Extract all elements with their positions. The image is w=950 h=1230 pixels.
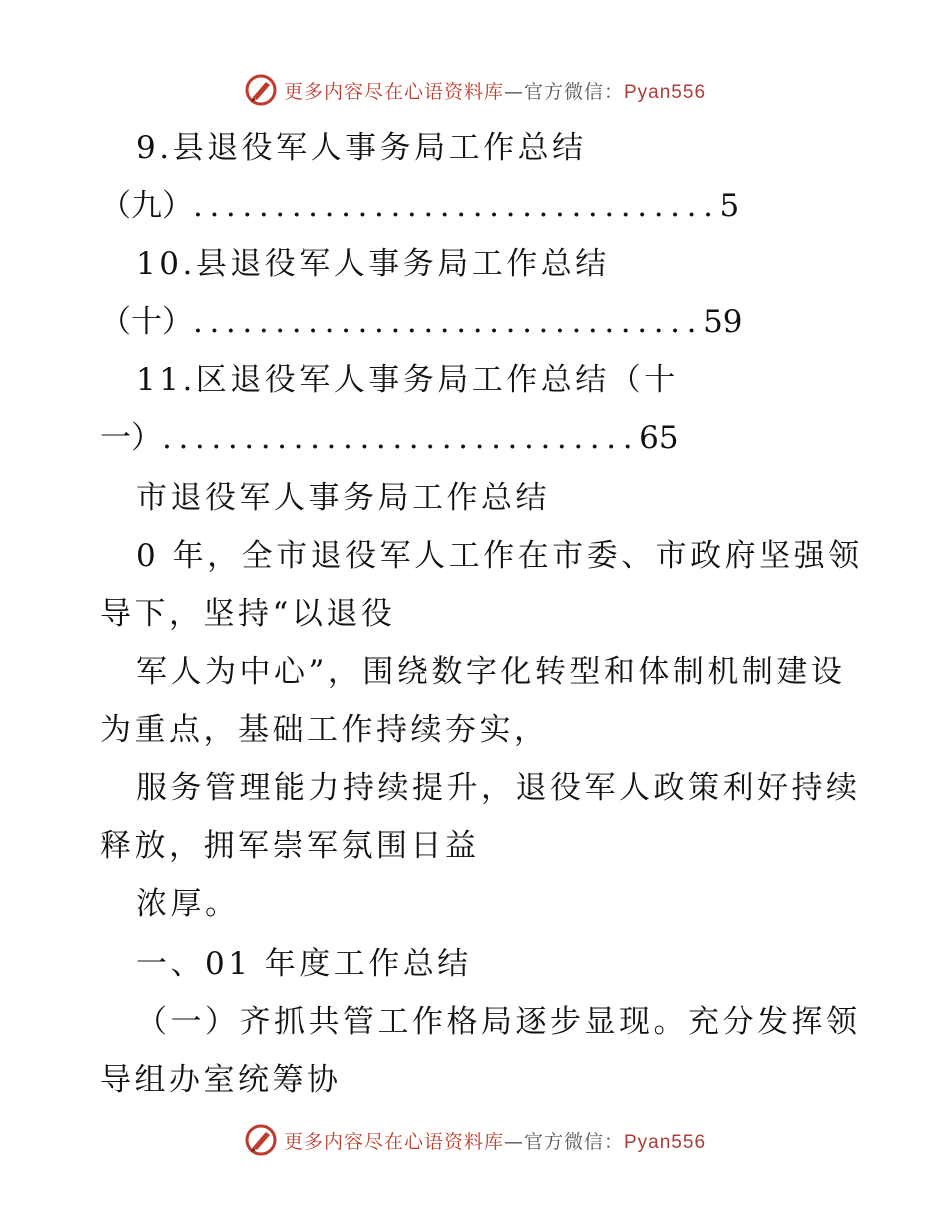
paragraph-line: 0 年，全市退役军人工作在市委、市政府坚强领 [136, 538, 863, 574]
toc-entry-9-cont: （九） [100, 188, 193, 224]
toc-entry-10-page: 59 [703, 304, 743, 340]
toc-entry-11-cont: 一） [100, 420, 162, 456]
watermark-text [284, 77, 706, 104]
toc-entry-11-dots: ............................. [162, 420, 640, 456]
paragraph-line: 为重点，基础工作持续夯实， [100, 712, 549, 748]
watermark-text [284, 1127, 706, 1154]
paragraph-line: 导下，坚持“以退役 [100, 596, 396, 632]
watermark-label: 官方微信： [523, 1130, 624, 1153]
toc-entry-9-leader [100, 186, 739, 226]
toc-entry-9-title: 9.县退役军人事务局工作总结 [136, 130, 587, 166]
watermark-separator: — [503, 80, 524, 103]
toc-entry-11-title: 11.区退役军人事务局工作总结（十 [136, 362, 679, 398]
section-title: 市退役军人事务局工作总结 [136, 480, 550, 516]
watermark-label: 官方微信： [523, 80, 624, 103]
toc-entry-10-cont: （十） [100, 304, 193, 340]
paragraph-line: 服务管理能力持续提升，退役军人政策利好持续 [136, 770, 861, 806]
watermark-brand: 更多内容尽在心语资料库 [283, 80, 504, 103]
watermark-brand: 更多内容尽在心语资料库 [283, 1130, 504, 1153]
toc-entry-11-page: 65 [639, 420, 679, 456]
paragraph-line: 浓厚。 [136, 886, 240, 922]
heading-line: 一、01 年度工作总结 [136, 946, 472, 982]
toc-entry-10-dots: ............................... [193, 304, 704, 340]
paragraph-line: 导组办室统筹协 [100, 1062, 342, 1098]
watermark-id: Pyan556 [624, 1131, 707, 1153]
toc-entry-11-leader [100, 418, 679, 458]
watermark-id: Pyan556 [624, 81, 707, 103]
pen-logo-icon [244, 73, 278, 107]
watermark-footer [0, 1120, 950, 1160]
watermark-separator: — [503, 1130, 524, 1153]
toc-entry-9-page: 5 [719, 188, 740, 224]
pen-logo-icon [244, 1123, 278, 1157]
paragraph-line: 军人为中心”，围绕数字化转型和体制机制建设 [136, 654, 846, 690]
watermark-header [0, 70, 950, 110]
paragraph-line: 释放，拥军崇军氛围日益 [100, 828, 480, 864]
paragraph-line: （一）齐抓共管工作格局逐步显现。充分发挥领 [136, 1004, 861, 1040]
toc-entry-10-title: 10.县退役军人事务局工作总结 [136, 246, 610, 282]
toc-entry-9-dots: ................................ [193, 188, 720, 224]
toc-entry-10-leader [100, 302, 743, 342]
